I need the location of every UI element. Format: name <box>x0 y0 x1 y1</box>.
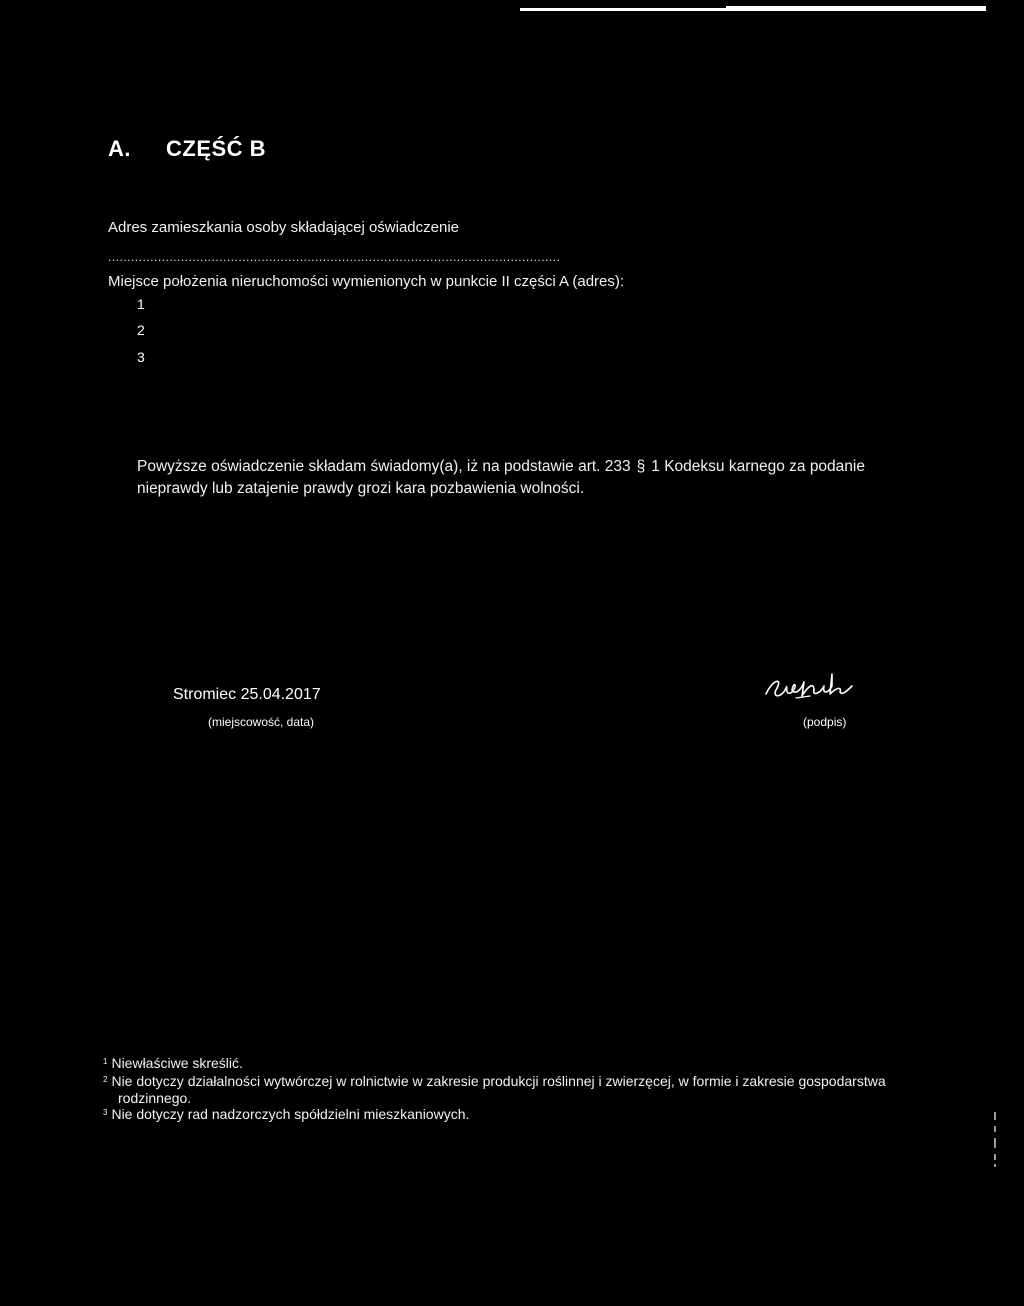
footnote <box>103 1073 886 1089</box>
footnote <box>103 1055 243 1071</box>
statement-text-part1: Powyższe oświadczenie składam świadomy(a), iż na podstawie art. 233 <box>137 458 631 475</box>
footnote <box>103 1106 469 1122</box>
property-location-label: Miejsce położenia nieruchomości wymienionych w punkcie II części A (adres): <box>108 273 625 290</box>
footnote-marker: 1 <box>103 1057 108 1066</box>
footnote-continuation: rodzinnego. <box>118 1090 192 1106</box>
residence-label: Adres zamieszkania osoby składającej oświadczenie <box>108 219 460 236</box>
handwritten-signature <box>762 668 858 708</box>
footnote-marker: 2 <box>103 1075 108 1084</box>
property-item-number: 1 <box>137 296 145 312</box>
place-date-caption: (miejscowość, data) <box>208 715 315 729</box>
section-letter: A. <box>108 136 131 161</box>
statement-text-part2: 1 Kodeksu karnego za podanie nieprawdy lub zatajenie prawdy grozi kara pozbawienia wolności. <box>137 458 865 497</box>
footnote-text: Niewłaściwe skreślić. <box>111 1055 243 1071</box>
signature-caption: (podpis) <box>803 715 847 729</box>
residence-dotted-line: ...................................................................................................................... <box>108 250 561 264</box>
top-rule <box>520 8 986 11</box>
section-symbol: § <box>636 458 646 475</box>
footnote-text: Nie dotyczy rad nadzorczych spółdzielni mieszkaniowych. <box>111 1106 470 1122</box>
scan-edge-marks <box>994 1112 997 1167</box>
statement-paragraph <box>137 456 927 500</box>
footnote-text: Nie dotyczy działalności wytwórczej w rolnictwie w zakresie produkcji roślinnej i zwierzęcej, w formie i zakresie gospodarstwa <box>111 1073 886 1089</box>
footnote-marker: 3 <box>103 1108 108 1117</box>
property-item-number: 2 <box>137 322 145 338</box>
property-item-number: 3 <box>137 349 145 365</box>
place-date-value: Stromiec 25.04.2017 <box>173 686 321 703</box>
section-title: CZĘŚĆ B <box>166 136 267 161</box>
